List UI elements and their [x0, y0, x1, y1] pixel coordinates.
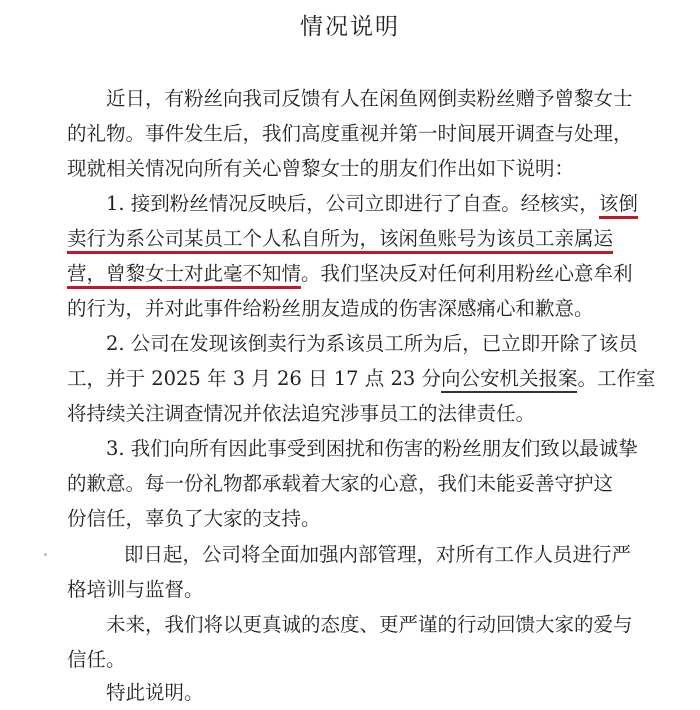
item-1-line-1	[106, 187, 638, 221]
item-3-line-2: 的歉意。每一份礼物都承载着大家的心意，我们未能妥善守护这	[67, 472, 614, 495]
item-1-line-1-text: 1. 接到粉丝情况反映后，公司立即进行了自查。经核实，	[106, 192, 599, 215]
item-3-line-3: 份信任，辜负了大家的支持。	[67, 507, 321, 530]
item-3-line-1: 3. 我们向所有因此事受到困扰和伤害的粉丝朋友们致以最诚挚	[106, 437, 638, 460]
scan-speck	[44, 553, 47, 556]
item-1-line-3	[67, 257, 633, 291]
closing-line: 特此说明。	[106, 681, 204, 704]
black-underlined-text: 向公安机关报案	[441, 367, 578, 393]
red-underlined-text: 卖行为系公司某员工个人私自所为，该闲鱼账号为该员工亲属运	[67, 227, 613, 254]
item-2-line-2-tail: 。工作室	[577, 367, 656, 390]
paragraph-intro-line-1: 近日，有粉丝向我司反馈有人在闲鱼网倒卖粉丝赠予曾黎女士	[106, 87, 633, 110]
paragraph-intro-line-2: 的礼物。事件发生后，我们高度重视并第一时间展开调查与处理，	[67, 122, 633, 145]
paragraph-management-line-1: 即日起，公司将全面加强内部管理，对所有工作人员进行严	[124, 543, 632, 566]
red-underlined-text: 营，曾黎女士对此毫不知情	[67, 262, 301, 289]
paragraph-future-line-2: 信任。	[67, 648, 126, 671]
item-2-line-1: 2. 公司在发现该倒卖行为系该员工所为后，已立即开除了该员	[106, 332, 638, 355]
document-title: 情况说明	[300, 14, 400, 40]
paragraph-management-line-2: 格培训与监督。	[67, 578, 204, 601]
item-2-line-2-text: 工，并于 2025 年 3 月 26 日 17 点 23 分	[67, 367, 441, 390]
item-1-line-2	[67, 222, 613, 256]
item-1-line-4: 的行为，并对此事件给粉丝朋友造成的伤害深感痛心和歉意。	[67, 297, 594, 320]
red-underlined-text: 该倒	[599, 192, 638, 219]
paragraph-intro-line-3: 现就相关情况向所有关心曾黎女士的朋友们作出如下说明：	[67, 157, 575, 180]
item-2-line-2	[67, 362, 656, 396]
item-1-line-3-text: 。我们坚决反对任何利用粉丝心意牟利	[301, 262, 633, 285]
item-2-line-3: 将持续关注调查情况并依法追究涉事员工的法律责任。	[67, 402, 536, 425]
paragraph-future-line-1: 未来，我们将以更真诚的态度、更严谨的行动回馈大家的爱与	[106, 613, 633, 636]
